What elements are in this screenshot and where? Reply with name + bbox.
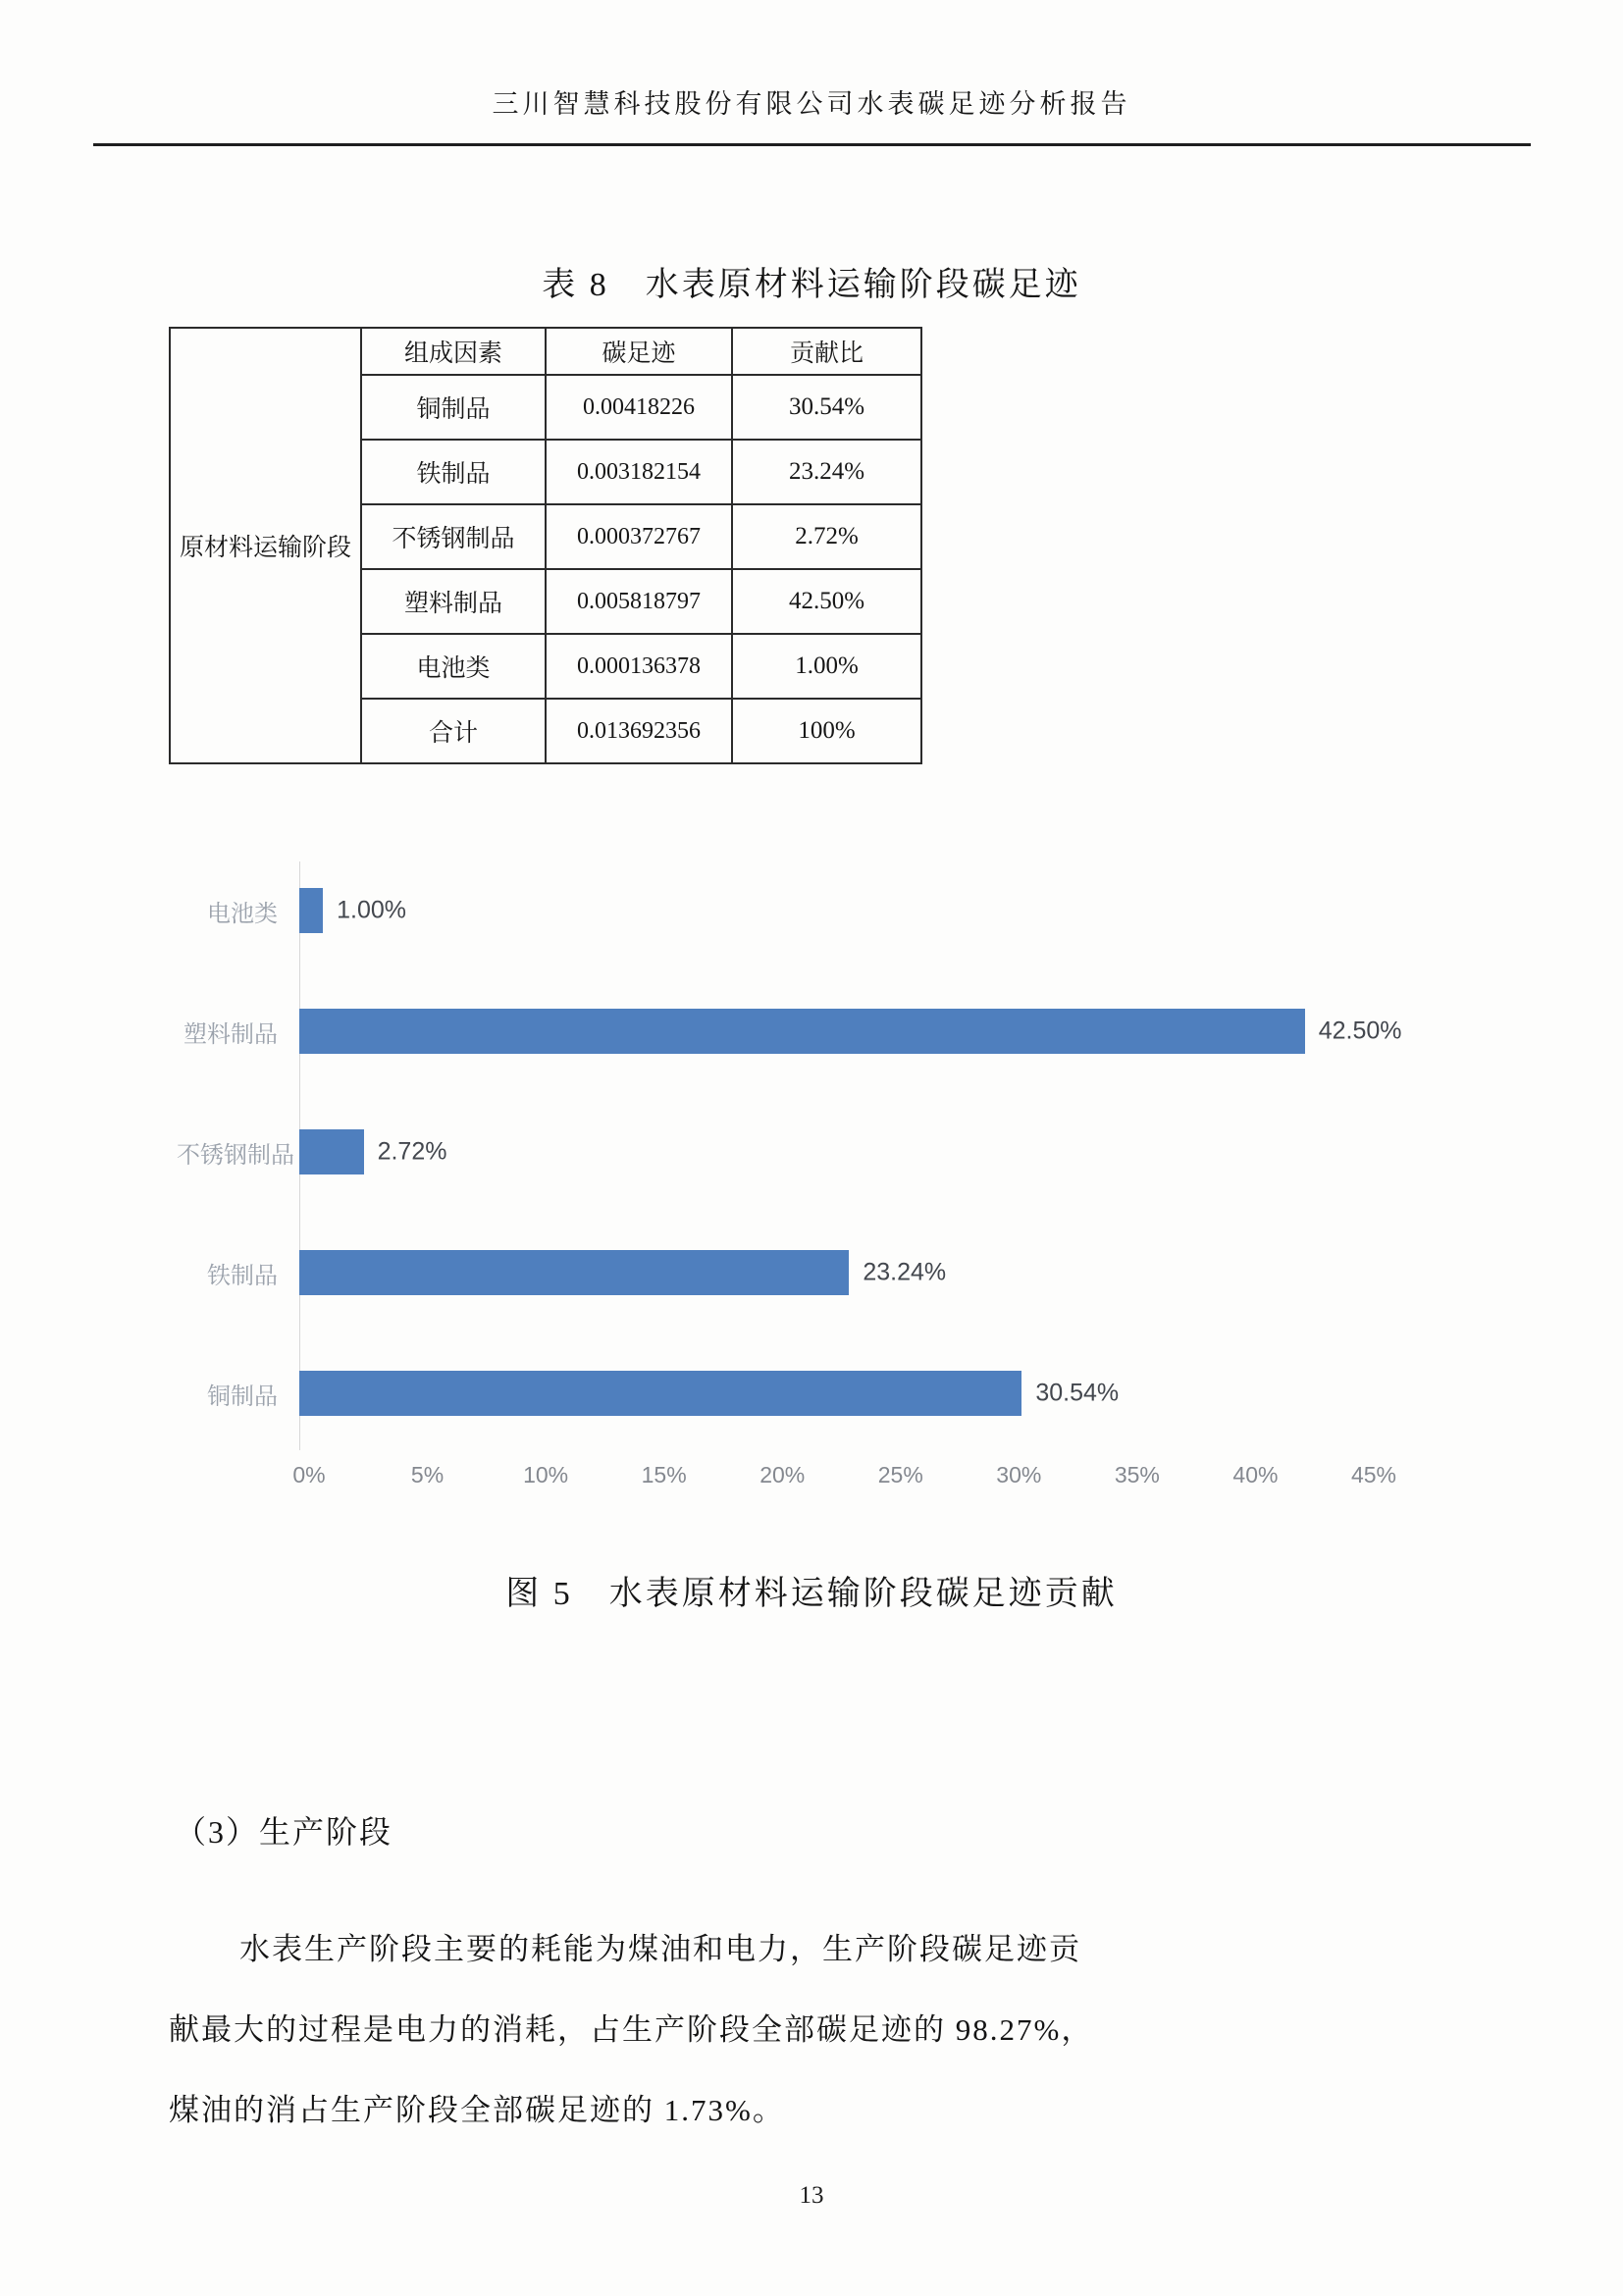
chart-category-label: 铜制品 [207, 1383, 278, 1410]
chart-bar-row [177, 1214, 1464, 1331]
chart-value-label: 2.72% [377, 1137, 447, 1166]
chart-x-axis [292, 1462, 1397, 1495]
chart-bar-row [177, 852, 1464, 969]
body-paragraph [169, 1923, 1464, 2165]
table-header-row [170, 328, 921, 375]
carbon-footprint-table [169, 327, 922, 764]
chart-x-tick-label: 15% [641, 1462, 687, 1487]
chart-x-tick-label: 5% [410, 1462, 445, 1487]
running-header: 三川智慧科技股份有限公司水表碳足迹分析报告 [492, 89, 1131, 119]
paragraph-line: 水表生产阶段主要的耗能为煤油和电力，生产阶段碳足迹贡 [239, 1932, 1081, 1966]
chart-x-tick-label: 0% [292, 1462, 326, 1487]
chart-category-label: 电池类 [207, 900, 278, 927]
share-cell: 23.24% [732, 440, 921, 504]
chart-x-tick-label: 40% [1232, 1462, 1279, 1487]
chart-bar-track [299, 1371, 1364, 1416]
chart-bar-row [177, 1093, 1464, 1211]
factor-cell: 铁制品 [361, 440, 546, 504]
chart-value-label: 1.00% [337, 896, 406, 924]
page-number: 13 [799, 2182, 824, 2209]
contribution-bar-chart [177, 852, 1464, 1511]
chart-x-tick-label: 45% [1350, 1462, 1397, 1487]
figure-caption: 图 5 水表原材料运输阶段碳足迹贡献 [505, 1576, 1118, 1612]
chart-x-tick-label: 20% [759, 1462, 806, 1487]
footprint-cell: 0.000372767 [546, 504, 732, 569]
chart-bar [299, 1009, 1305, 1054]
chart-bar [299, 1129, 364, 1174]
chart-x-tick-label: 10% [523, 1462, 569, 1487]
footprint-cell: 0.00418226 [546, 375, 732, 440]
column-header-footprint: 碳足迹 [546, 328, 732, 375]
chart-bar [299, 1250, 849, 1295]
chart-value-label: 23.24% [863, 1258, 947, 1286]
factor-cell: 合计 [361, 699, 546, 763]
header-divider [93, 143, 1531, 146]
section-heading: （3）生产阶段 [175, 1814, 393, 1850]
chart-bar-track [299, 888, 1364, 933]
paragraph-line: 献最大的过程是电力的消耗，占生产阶段全部碳足迹的 98.27%， [169, 2012, 1094, 2047]
chart-bar-row [177, 1334, 1464, 1452]
footprint-cell: 0.000136378 [546, 634, 732, 699]
factor-cell: 不锈钢制品 [361, 504, 546, 569]
share-cell: 1.00% [732, 634, 921, 699]
factor-cell: 塑料制品 [361, 569, 546, 634]
chart-bar-track [299, 1250, 1364, 1295]
footprint-cell: 0.005818797 [546, 569, 732, 634]
stage-label-cell: 原材料运输阶段 [170, 328, 361, 763]
share-cell: 100% [732, 699, 921, 763]
table-title: 表 8 水表原材料运输阶段碳足迹 [542, 267, 1081, 303]
paragraph-line: 煤油的消占生产阶段全部碳足迹的 1.73%。 [169, 2093, 785, 2127]
chart-bar [299, 888, 323, 933]
factor-cell: 铜制品 [361, 375, 546, 440]
chart-value-label: 30.54% [1035, 1379, 1120, 1407]
chart-x-tick-label: 35% [1114, 1462, 1160, 1487]
chart-category-label: 铁制品 [207, 1262, 278, 1289]
share-cell: 42.50% [732, 569, 921, 634]
chart-bar-track [299, 1009, 1402, 1054]
chart-x-tick-label: 25% [877, 1462, 923, 1487]
column-header-share: 贡献比 [732, 328, 921, 375]
chart-bar [299, 1371, 1021, 1416]
chart-bar-track [299, 1129, 1364, 1174]
share-cell: 30.54% [732, 375, 921, 440]
chart-x-tick-label: 30% [996, 1462, 1042, 1487]
chart-category-label: 塑料制品 [183, 1020, 278, 1048]
footprint-cell: 0.013692356 [546, 699, 732, 763]
chart-bar-row [177, 972, 1464, 1090]
chart-value-label: 42.50% [1318, 1017, 1402, 1045]
column-header-factor: 组成因素 [361, 328, 546, 375]
chart-category-label: 不锈钢制品 [177, 1141, 294, 1169]
share-cell: 2.72% [732, 504, 921, 569]
footprint-cell: 0.003182154 [546, 440, 732, 504]
factor-cell: 电池类 [361, 634, 546, 699]
